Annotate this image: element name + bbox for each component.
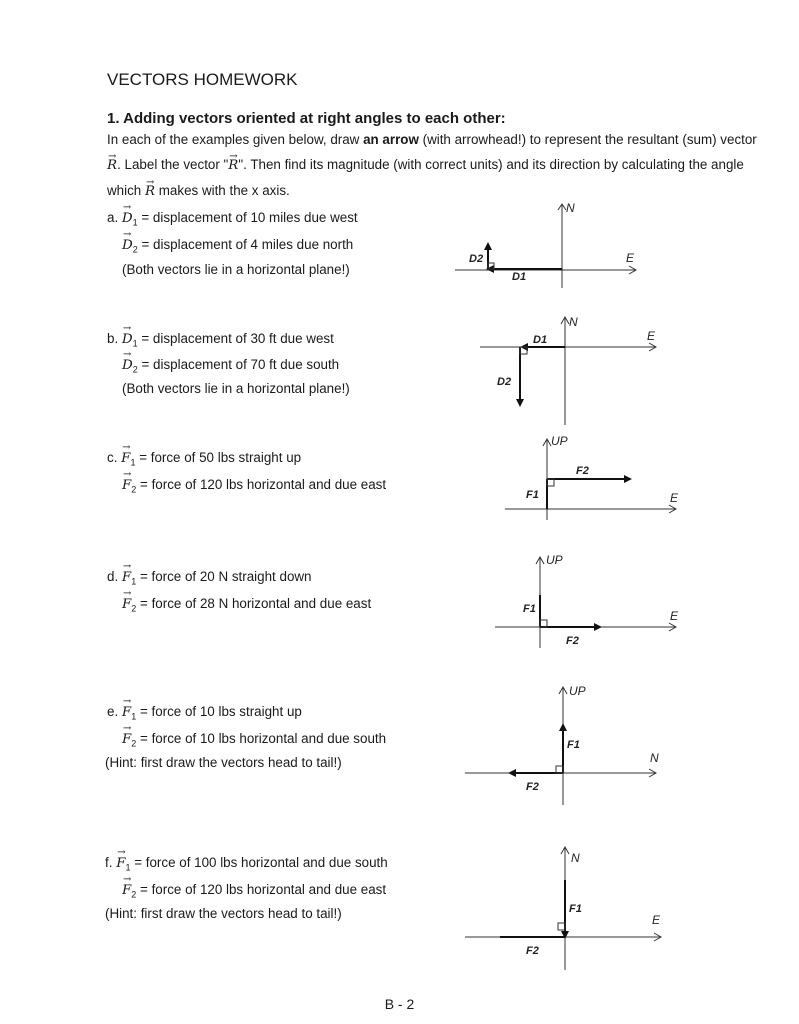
problem-a-line1: a. → $D_1$ = displacement of 10 miles due west: [107, 210, 358, 228]
vector-r-symbol: → R: [145, 179, 155, 204]
vector-label-1: F1: [523, 603, 536, 615]
problem-e-line1: e. → $F_1$ = force of 10 lbs straight up: [107, 704, 302, 722]
problem-d-line1: d. → $F_1$ = force of 20 N straight down: [107, 569, 312, 587]
vector-label-2: F2: [526, 945, 539, 957]
axis-x-label: E: [626, 251, 635, 265]
vector-label-2: D2: [497, 376, 512, 388]
diagram-e: [460, 680, 670, 810]
problem-b-line1: b. → $D_1$ = displacement of 30 ft due west: [107, 331, 334, 349]
problem-b-note: (Both vectors lie in a horizontal plane!): [122, 381, 350, 396]
vector-label-2: F2: [526, 781, 539, 793]
diagram-a: [450, 200, 650, 290]
section-heading: 1. Adding vectors oriented at right angles to each other:: [107, 110, 506, 127]
vector-label-1: F1: [569, 903, 582, 915]
vector-label-2: F2: [576, 465, 589, 477]
diagram-c: [500, 432, 690, 522]
vector-label-2: F2: [566, 635, 579, 647]
problem-a-note: (Both vectors lie in a horizontal plane!): [122, 262, 350, 277]
axis-y-label: UP: [546, 553, 563, 567]
problem-e-note: (Hint: first draw the vectors head to tail!): [105, 755, 342, 770]
page-footer: B - 2: [384, 996, 415, 1012]
vector-label-2: D2: [469, 253, 484, 265]
problem-f-line1: f. → $F_1$ = force of 100 lbs horizontal and due south: [105, 855, 388, 873]
axis-y-label: UP: [551, 434, 568, 448]
axis-x-label: N: [650, 751, 659, 765]
vector-label-1: D1: [533, 334, 548, 346]
problem-f-line2: → $F_2$ = force of 120 lbs horizontal and due east: [122, 882, 386, 900]
axis-y-label: N: [569, 315, 578, 329]
instructions: In each of the examples given below, draw an arrow (with arrowhead!) to represent the resultant (sum) vector → R. Label the vector "→ R". Then find its magnitude (with correct units) and its direction by calculating the angle which → R makes with the x axis.: [107, 127, 757, 204]
problem-e-line2: → $F_2$ = force of 10 lbs horizontal and due south: [122, 731, 386, 749]
diagram-f: [460, 840, 670, 975]
problem-a-line2: → $D_2$ = displacement of 4 miles due north: [122, 237, 353, 255]
axis-y-label: N: [571, 851, 580, 865]
axis-x-label: E: [670, 609, 679, 623]
diagram-b: [475, 310, 675, 430]
vector-label-1: F1: [567, 739, 580, 751]
axis-x-label: E: [647, 329, 656, 343]
vector-label-1: F1: [526, 489, 539, 501]
diagram-d: [490, 550, 690, 650]
page-title: VECTORS HOMEWORK: [107, 70, 298, 89]
axis-y-label: UP: [569, 684, 586, 698]
problem-b-line2: → $D_2$ = displacement of 70 ft due south: [122, 357, 339, 375]
vector-r-symbol: → R: [107, 153, 117, 178]
axis-x-label: E: [670, 491, 679, 505]
axis-y-label: N: [566, 201, 575, 215]
problem-c-line2: → $F_2$ = force of 120 lbs horizontal and due east: [122, 477, 386, 495]
problem-d-line2: → $F_2$ = force of 28 N horizontal and due east: [122, 596, 371, 614]
problem-c-line1: c. → $F_1$ = force of 50 lbs straight up: [107, 450, 301, 468]
vector-label-1: D1: [512, 271, 527, 283]
vector-r-symbol: → R: [228, 153, 238, 178]
problem-f-note: (Hint: first draw the vectors head to tail!): [105, 906, 342, 921]
axis-x-label: E: [652, 913, 661, 927]
